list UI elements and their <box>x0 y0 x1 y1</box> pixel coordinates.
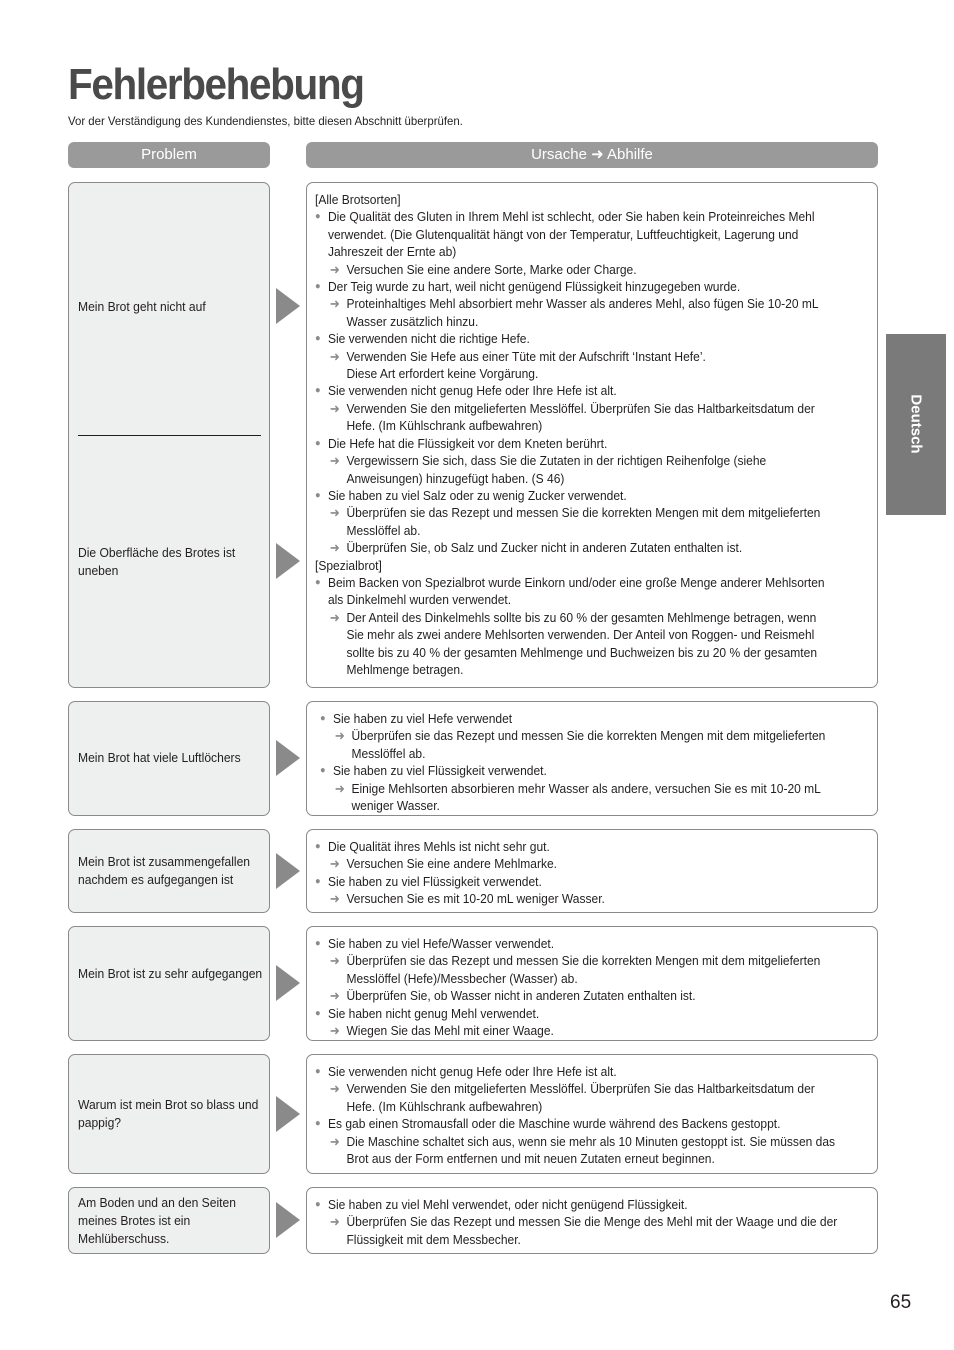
page-title: Fehlerbehebung <box>68 60 364 109</box>
problem-text: Die Oberfläche des Brotes ist uneben <box>78 545 236 578</box>
problem-text: Mein Brot geht nicht auf <box>78 299 206 314</box>
right-arrow-icon <box>276 1202 300 1238</box>
problem-text: Mein Brot ist zu sehr aufgegangen <box>78 966 263 981</box>
cause-item: ● Die Qualität des Gluten in Ihrem Mehl ist schlecht, oder Sie haben kein Proteinreiches Mehl <box>315 208 861 225</box>
right-arrow-icon <box>276 965 300 1001</box>
section-label: [Spezialbrot] <box>315 557 382 573</box>
cause-item-continued: verwendet. (Die Glutenqualität hängt von der Temperatur, Luftfeuchtigkeit, Lagerung und <box>327 226 799 242</box>
remedy-item: ➜ Überprüfen sie das Rezept und messen Sie die korrekten Mengen mit dem mitgelieferten <box>315 504 861 521</box>
remedy-item-continued: Brot aus der Form entfernen und mit neuen Zutaten erneut beginnen. <box>346 1151 715 1167</box>
cause-item: ● Sie haben nicht genug Mehl verwendet. <box>315 1005 861 1022</box>
problem-box <box>68 1187 270 1254</box>
remedy-item: ➜ Überprüfen Sie, ob Salz und Zucker nicht in anderen Zutaten enthalten ist. <box>315 539 861 556</box>
remedy-item: ➜ Verwenden Sie den mitgelieferten Messlöffel. Überprüfen Sie das Haltbarkeitsdatum der <box>315 400 861 417</box>
cause-remedy-list <box>315 838 861 908</box>
column-header-cause-remedy: Ursache ➜ Abhilfe <box>306 142 878 168</box>
problem-box <box>68 701 270 816</box>
language-tab <box>886 334 946 515</box>
remedy-item-continued: Hefe. (Im Kühlschrank aufbewahren) <box>346 1098 543 1114</box>
cause-remedy-box <box>306 701 878 816</box>
language-tab-label: Deutsch <box>907 394 925 454</box>
remedy-item: ➜ Verwenden Sie Hefe aus einer Tüte mit der Aufschrift ‘Instant Hefe’. <box>315 348 861 365</box>
cause-item: ● Sie haben zu viel Hefe verwendet <box>320 710 866 727</box>
cause-item-continued: als Dinkelmehl wurden verwendet. <box>327 592 512 608</box>
remedy-item-continued: Wasser zusätzlich hinzu. <box>346 313 479 329</box>
remedy-item-continued: Anweisungen) hinzugefügt haben. (S 46) <box>346 470 565 486</box>
cause-remedy-box <box>306 926 878 1041</box>
cause-remedy-list <box>315 1063 861 1167</box>
cause-item: ● Die Qualität ihres Mehls ist nicht sehr gut. <box>315 838 861 855</box>
cause-item-continued: Jahreszeit der Ernte ab) <box>327 244 457 260</box>
problem-text: Am Boden und an den Seiten meines Brotes ist ein Mehlüberschuss. <box>78 1195 236 1246</box>
remedy-item-continued: Messlöffel (Hefe)/Messbecher (Wasser) ab. <box>346 970 578 986</box>
remedy-item-continued: Hefe. (Im Kühlschrank aufbewahren) <box>346 418 543 434</box>
right-arrow-icon <box>276 1096 300 1132</box>
right-arrow-icon <box>276 288 300 324</box>
problem-box <box>68 926 270 1041</box>
remedy-item-continued: Sie mehr als zwei andere Mehlsorten verwenden. Der Anteil von Roggen- und Reismehl <box>346 627 815 643</box>
remedy-item: ➜ Versuchen Sie es mit 10-20 mL weniger Wasser. <box>315 890 861 907</box>
remedy-item: ➜ Überprüfen Sie, ob Wasser nicht in anderen Zutaten enthalten ist. <box>315 987 861 1004</box>
remedy-item-continued: Messlöffel ab. <box>346 522 421 538</box>
right-arrow-icon <box>276 543 300 579</box>
cause-remedy-box <box>306 1187 878 1254</box>
cause-item: ● Sie haben zu viel Flüssigkeit verwendet. <box>315 873 861 890</box>
cause-remedy-box <box>306 182 878 688</box>
remedy-item: ➜ Proteinhaltiges Mehl absorbiert mehr Wasser als anderes Mehl, also fügen Sie 10-20 mL <box>315 295 861 312</box>
remedy-item-continued: Flüssigkeit mit dem Messbecher. <box>346 1231 521 1247</box>
problem-box <box>68 829 270 913</box>
right-arrow-icon <box>276 740 300 776</box>
cause-item: ● Sie haben zu viel Salz oder zu wenig Zucker verwendet. <box>315 487 861 504</box>
cause-item: ● Sie haben zu viel Hefe/Wasser verwendet. <box>315 935 861 952</box>
cause-item: ● Der Teig wurde zu hart, weil nicht genügend Flüssigkeit hinzugegeben wurde. <box>315 278 861 295</box>
cause-remedy-list <box>315 1196 861 1248</box>
page-subtitle: Vor der Verständigung des Kundendienstes, bitte diesen Abschnitt überprüfen. <box>68 114 463 128</box>
section-label: [Alle Brotsorten] <box>315 192 401 207</box>
remedy-item: ➜ Überprüfen Sie das Rezept und messen Sie die Menge des Mehl mit der Waage und die der <box>315 1213 861 1230</box>
remedy-item: ➜ Der Anteil des Dinkelmehls sollte bis zu 60 % der gesamten Mehlmenge betragen, wenn <box>315 609 861 626</box>
problem-box <box>68 1054 270 1174</box>
remedy-item-continued: weniger Wasser. <box>351 798 440 814</box>
cause-remedy-box <box>306 1054 878 1174</box>
remedy-item: ➜ Versuchen Sie eine andere Sorte, Marke oder Charge. <box>315 261 861 278</box>
remedy-item: ➜ Überprüfen sie das Rezept und messen Sie die korrekten Mengen mit dem mitgelieferten <box>315 952 861 969</box>
remedy-item-continued: Mehlmenge betragen. <box>346 661 464 677</box>
remedy-item: ➜ Verwenden Sie den mitgelieferten Messlöffel. Überprüfen Sie das Haltbarkeitsdatum der <box>315 1080 861 1097</box>
cause-item: ● Sie haben zu viel Mehl verwendet, oder nicht genügend Flüssigkeit. <box>315 1196 861 1213</box>
remedy-item: ➜ Vergewissern Sie sich, dass Sie die Zutaten in der richtigen Reihenfolge (siehe <box>315 452 861 469</box>
remedy-item: ➜ Die Maschine schaltet sich aus, wenn sie mehr als 10 Minuten gestoppt ist. Sie müssen das <box>315 1133 861 1150</box>
cause-item: ● Sie verwenden nicht genug Hefe oder Ihre Hefe ist alt. <box>315 1063 861 1080</box>
remedy-item: ➜ Versuchen Sie eine andere Mehlmarke. <box>315 855 861 872</box>
right-arrow-icon <box>276 853 300 889</box>
cause-item: ● Sie haben zu viel Flüssigkeit verwendet. <box>320 762 866 779</box>
cause-remedy-list <box>315 191 861 678</box>
cause-item: ● Sie verwenden nicht die richtige Hefe. <box>315 330 861 347</box>
remedy-item: ➜ Wiegen Sie das Mehl mit einer Waage. <box>315 1022 861 1039</box>
page-number: 65 <box>890 1292 912 1313</box>
remedy-item-continued: Messlöffel ab. <box>351 745 426 761</box>
problem-text: Mein Brot hat viele Luftlöchers <box>78 750 241 765</box>
column-header-problem: Problem <box>68 142 270 168</box>
cause-remedy-list <box>320 710 866 814</box>
problem-box <box>68 182 270 688</box>
problem-text: Mein Brot ist zusammengefallen nachdem es aufgegangen ist <box>78 854 251 887</box>
cause-item: ● Beim Backen von Spezialbrot wurde Einkorn und/oder eine große Menge anderer Mehlsorten <box>315 574 861 591</box>
cause-remedy-list <box>315 935 861 1039</box>
remedy-item-continued: Diese Art erfordert keine Vorgärung. <box>346 366 539 382</box>
problem-text: Warum ist mein Brot so blass und pappig? <box>78 1097 259 1130</box>
cause-item: ● Die Hefe hat die Flüssigkeit vor dem Kneten berührt. <box>315 435 861 452</box>
cause-item: ● Sie verwenden nicht genug Hefe oder Ihre Hefe ist alt. <box>315 382 861 399</box>
remedy-item: ➜ Einige Mehlsorten absorbieren mehr Wasser als andere, versuchen Sie es mit 10-20 mL <box>320 780 866 797</box>
remedy-item: ➜ Überprüfen sie das Rezept und messen Sie die korrekten Mengen mit dem mitgelieferten <box>320 727 866 744</box>
cause-remedy-box <box>306 829 878 913</box>
cause-item: ● Es gab einen Stromausfall oder die Maschine wurde während des Backens gestoppt. <box>315 1115 861 1132</box>
remedy-item-continued: sollte bis zu 40 % der gesamten Mehlmenge und Buchweizen bis zu 20 % der gesamten <box>346 644 818 660</box>
problem-divider <box>78 435 261 436</box>
